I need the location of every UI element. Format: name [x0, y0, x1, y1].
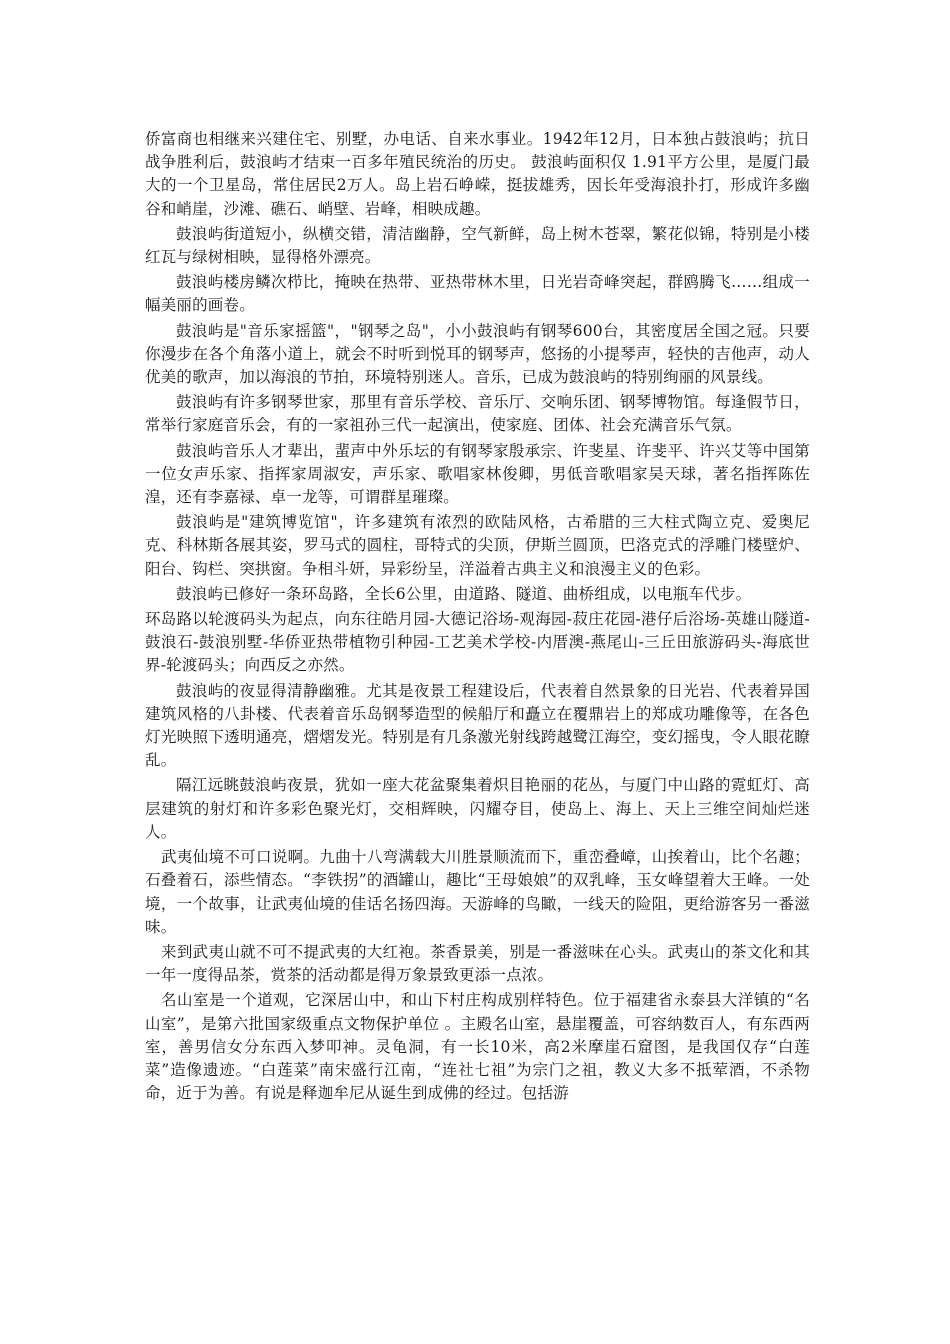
- paragraph-ring-road-route: 环岛路以轮渡码头为起点，向东往皓月园-大德记浴场-观海园-菽庄花园-港仔后浴场-英雄山隧道-鼓浪石-鼓浪别墅-华侨亚热带植物引种园-工艺美术学校-内厝澳-燕尾山-三丘田旅游码头-海底世界-轮渡码头；向西反之亦然。: [145, 610, 810, 675]
- paragraph-wuyi-wonderland: 武夷仙境不可口说啊。九曲十八弯满载大川胜景顺流而下，重峦叠嶂，山挨着山，比个名趣；石叠着石，添些情态。“李铁拐”的酒罐山，趣比“王母娘娘”的双乳峰，玉女峰望着大王峰。一处境，一个故事，让武夷仙境的佳话名扬四海。天游峰的鸟瞰，一线天的险阻，更给游客另一番滋味。: [145, 848, 810, 936]
- paragraph-night-view: 鼓浪屿的夜显得清静幽雅。尤其是夜景工程建设后，代表着自然景象的日光岩、代表着异国建筑风格的八卦楼、代表着音乐岛钢琴造型的候船厅和矗立在覆鼎岩上的郑成功雕像等，在各色灯光映照下透明通亮，熠熠发光。特别是有几条激光射线跨越鹭江海空，变幻摇曳，令人眼花瞭乱。: [145, 681, 810, 770]
- paragraph-dahongpao-tea: 来到武夷山就不可不提武夷的大红袍。茶香景美，别是一番滋味在心头。武夷山的茶文化和其一年一度得品茶，赏茶的活动都是得万象景致更添一点浓。: [145, 942, 810, 985]
- paragraph-ring-road: 鼓浪屿已修好一条环岛路，全长6公里，由道路、隧道、曲桥组成，以电瓶车代步。: [176, 584, 752, 603]
- paragraph-music-cradle: 鼓浪屿是"音乐家摇篮"，"钢琴之岛"，小小鼓浪屿有钢琴600台，其密度居全国之冠。只要你漫步在各个角落小道上，就会不时听到悦耳的钢琴声，悠扬的小提琴声，轻快的吉他声，动人优美的歌声，加以海浪的节拍，环境特别迷人。音乐，已成为鼓浪屿的特别绚丽的风景线。: [145, 321, 810, 387]
- paragraph-piano-families: 鼓浪屿有许多钢琴世家，那里有音乐学校、音乐厅、交响乐团、钢琴博物馆。每逢假节日，常举行家庭音乐会，有的一家祖孙三代一起演出，使家庭、团体、社会充满音乐气氛。: [145, 393, 810, 435]
- paragraph-architecture: 鼓浪屿是"建筑博览馆"，许多建筑有浓烈的欧陆风格，古希腊的三大柱式陶立克、爱奥尼克、科林斯各展其姿，罗马式的圆柱，哥特式的尖顶，伊斯兰圆顶，巴洛克式的浮雕门楼壁炉、阳台、钩栏、突拱窗。争相斗妍，异彩纷呈，洋溢着古典主义和浪漫主义的色彩。: [145, 513, 810, 578]
- paragraph-buildings: 鼓浪屿楼房鳞次栉比，掩映在热带、亚热带林木里，日光岩奇峰突起，群鸥腾飞……组成一幅美丽的画卷。: [145, 273, 810, 315]
- paragraph-mingshanshi: 名山室是一个道观，它深居山中，和山下村庄构成别样特色。位于福建省永泰县大洋镇的“名山室”，是第六批国家级重点文物保护单位 。主殿名山室，悬崖覆盖，可容纳数百人，有东西两室，善男信女分东西入梦叩神。灵龟洞，有一长10米，高2米摩崖石窟图，是我国仅存“白莲菜”造像遗迹。“白莲菜”南宋盛行江南，“连社七祖”为宗门之祖，教义大多不抵荤酒，不杀物命，近于为善。有说是释迦牟尼从诞生到成佛的经过。包括游: [145, 991, 810, 1103]
- paragraph-history-area: 侨富商也相继来兴建住宅、别墅，办电话、自来水事业。1942年12月，日本独占鼓浪屿；抗日战争胜利后，鼓浪屿才结束一百多年殖民统治的历史。 鼓浪屿面积仅 1.91平方公里，是厦门最大的一个卫星岛，常住居民2万人。岛上岩石峥嵘，挺拔雄秀，因长年受海浪扑打，形成许多幽谷和峭崖，沙滩、礁石、峭壁、岩峰，相映成趣。: [145, 130, 810, 218]
- paragraph-musicians: 鼓浪屿音乐人才辈出，蜚声中外乐坛的有钢琴家殷承宗、许斐星、许斐平、许兴艾等中国第一位女声乐家、指挥家周淑安，声乐家、歌唱家林俊卿，男低音歌唱家吴天球，著名指挥陈佐湟，还有李嘉禄、卓一龙等，可谓群星璀璨。: [145, 441, 810, 507]
- paragraph-streets: 鼓浪屿街道短小，纵横交错，清洁幽静，空气新鲜，岛上树木苍翠，繁花似锦，特别是小楼红瓦与绿树相映，显得格外漂亮。: [145, 224, 810, 267]
- document-body: [145, 128, 810, 1107]
- paragraph-night-view-across-river: 隔江远眺鼓浪屿夜景，犹如一座大花盆聚集着炽目艳丽的花丛，与厦门中山路的霓虹灯、高层建筑的射灯和许多彩色聚光灯，交相辉映，闪耀夺目，使岛上、海上、天上三维空间灿烂迷人。: [145, 776, 810, 841]
